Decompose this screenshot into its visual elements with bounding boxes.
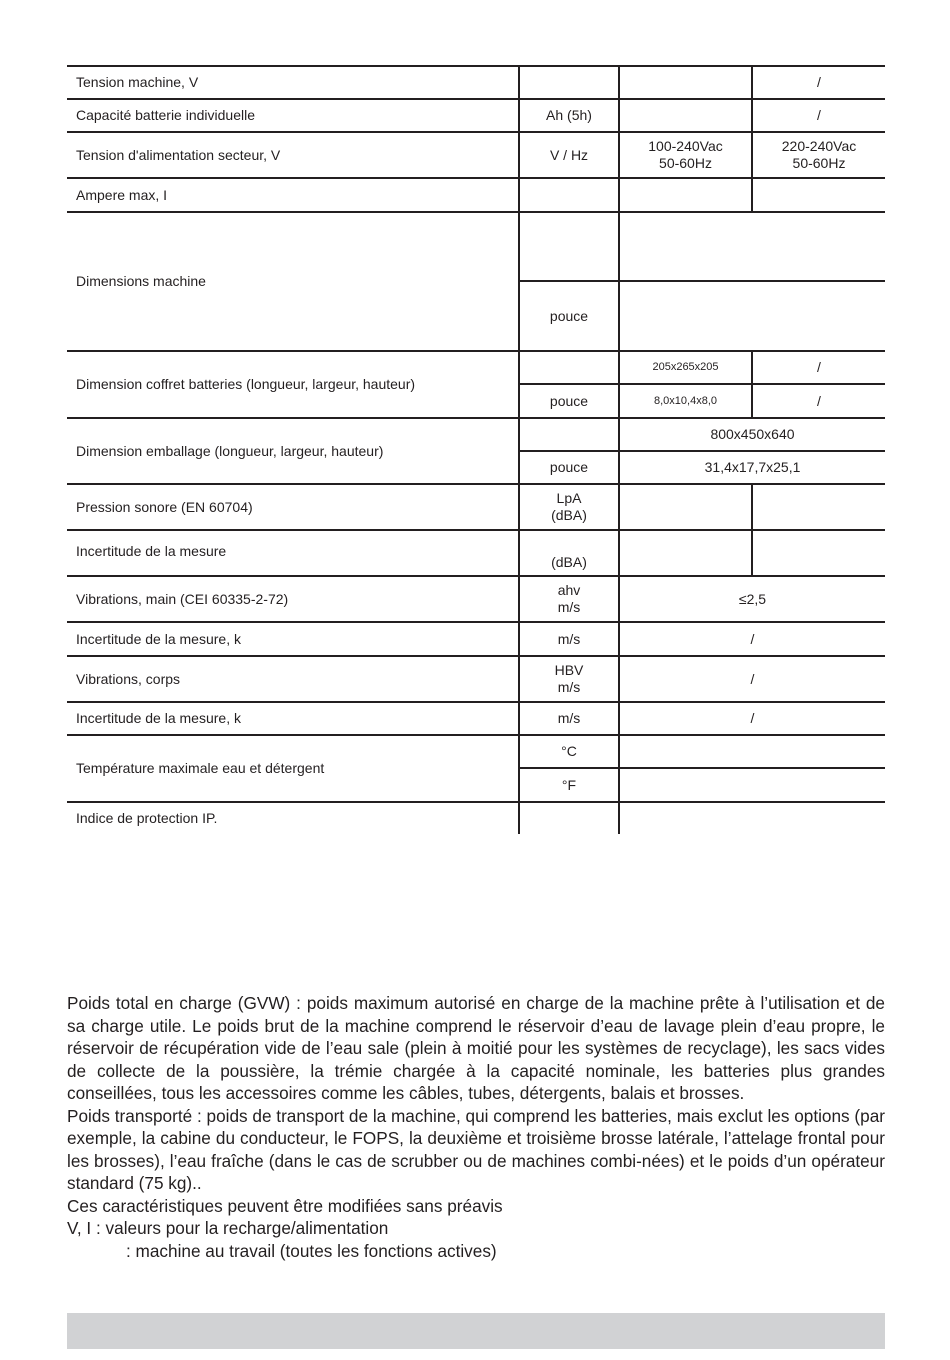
footnotes — [67, 992, 885, 1262]
note-gvw: Poids total en charge (GVW) : poids maximum autorisé en charge de la machine prête à l’utilisation et de sa charge utile. Le poids brut de la machine comprend le réservoir d’eau de lavage plein d’eau propre, le réservoir de récupération vide de l’eau sale (plein à moitié pour les systèmes de recyclage), les sacs vides de collecte de la poussière, la trémie chargée à la capacité nominale, les batteries plus grandes conseillées, tous les accessoires comme les câbles, tubes, détergents, balais et brosses. — [67, 993, 885, 1103]
row-label: Température maximale eau et détergent — [76, 760, 325, 776]
value-cell: 800x450x640 — [710, 426, 795, 442]
value-cell: / — [750, 670, 755, 687]
value-cell: ≤2,5 — [738, 590, 767, 607]
value-cell: 100-240Vac 50-60Hz — [648, 138, 723, 171]
note-vi-definition: V, I : valeurs pour la recharge/alimentation — [67, 1218, 389, 1238]
unit-cell — [520, 213, 618, 280]
value-cell — [620, 179, 751, 211]
row-label: Incertitude de la mesure, k — [76, 630, 241, 647]
row-label: Incertitude de la mesure, k — [76, 710, 241, 726]
unit-cell: pouce — [549, 392, 589, 409]
value-cell: 8,0x10,4x8,0 — [654, 394, 717, 407]
unit-cell — [520, 352, 618, 383]
unit-cell — [520, 179, 618, 211]
unit-cell — [520, 419, 618, 450]
value-cell — [753, 179, 885, 211]
note-transport: Poids transporté : poids de transport de la machine, qui comprend les batteries, mais exclut les options (par exemple, la cabine du conducteur, le FOPS, la deuxième et troisième brosse latérale, l’attelage frontal pour les brosses), l’eau fraîche (dans le cas de scrubber ou de machines combi-nées) et le poids d’un opérateur standard (75 kg).. — [67, 1105, 885, 1193]
value-cell — [620, 213, 885, 280]
value-cell — [620, 100, 751, 131]
unit-cell: °F — [561, 776, 577, 793]
value-cell: / — [817, 107, 821, 123]
row-label: Dimension coffret batteries (longueur, largeur, hauteur) — [76, 376, 416, 392]
row-label: Vibrations, main (CEI 60335-2-72) — [76, 590, 289, 607]
row-label: Tension d'alimentation secteur, V — [76, 146, 281, 163]
note-machine-travail: : machine au travail (toutes les fonctions actives) — [126, 1240, 497, 1261]
unit-cell — [520, 803, 618, 834]
value-cell — [753, 485, 885, 529]
value-cell: / — [817, 392, 821, 409]
row-label: Dimensions machine — [76, 273, 206, 289]
unit-cell: pouce — [549, 307, 589, 324]
unit-cell: HBV m/s — [554, 662, 584, 695]
value-cell — [620, 531, 751, 575]
footer-bar — [67, 1313, 885, 1349]
value-cell: / — [750, 630, 755, 647]
value-cell — [753, 531, 885, 575]
unit-cell: LpA (dBA) — [551, 490, 587, 523]
unit-cell: (dBA) — [551, 554, 587, 570]
row-label: Capacité batterie individuelle — [76, 107, 255, 123]
unit-cell — [520, 67, 618, 98]
row-label: Tension machine, V — [76, 74, 199, 90]
row-label: Pression sonore (EN 60704) — [76, 498, 253, 515]
unit-cell: V / Hz — [549, 146, 589, 163]
value-cell: 31,4x17,7x25,1 — [704, 459, 801, 475]
unit-cell: Ah (5h) — [546, 107, 592, 123]
unit-cell: m/s — [557, 630, 581, 647]
value-cell — [620, 67, 751, 98]
row-label: Ampere max, I — [76, 186, 168, 203]
row-label: Dimension emballage (longueur, largeur, hauteur) — [76, 442, 384, 459]
value-cell — [620, 282, 885, 350]
value-cell — [620, 769, 885, 801]
value-cell — [620, 485, 751, 529]
unit-cell: °C — [561, 743, 577, 759]
row-label: Vibrations, corps — [76, 670, 181, 687]
row-label: Indice de protection IP. — [76, 810, 218, 826]
value-cell — [620, 736, 885, 767]
value-cell: 220-240Vac 50-60Hz — [781, 138, 857, 171]
value-cell: / — [817, 74, 821, 90]
unit-cell: pouce — [549, 459, 589, 475]
value-cell: / — [817, 359, 821, 375]
value-cell: 205x265x205 — [652, 361, 719, 373]
unit-cell: m/s — [557, 710, 581, 726]
value-cell: / — [750, 710, 755, 726]
value-cell — [620, 803, 885, 834]
row-label: Incertitude de la mesure — [76, 543, 227, 559]
unit-cell: ahv m/s — [557, 582, 581, 615]
note-modification: Ces caractéristiques peuvent être modifiées sans préavis — [67, 1195, 503, 1216]
